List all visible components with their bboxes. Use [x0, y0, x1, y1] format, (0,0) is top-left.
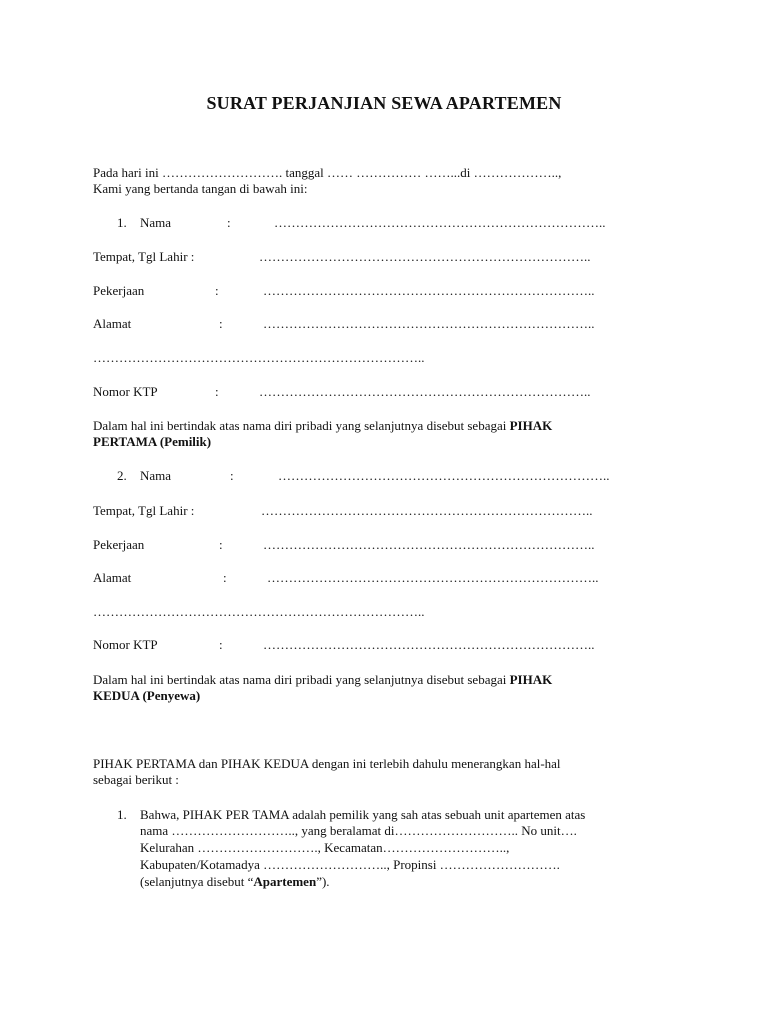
party2-ktp-label: Nomor KTP — [93, 637, 158, 652]
party1-number: 1. — [117, 215, 127, 230]
party2-job-field: ………………………………………………………………….. — [263, 537, 595, 552]
clause1-line-1: Bahwa, PIHAK PER TAMA adalah pemilik yang sah atas sebuah unit apartemen atas — [140, 807, 586, 822]
party1-name-colon: : — [227, 215, 231, 230]
party1-statement-text: Dalam hal ini bertindak atas nama diri pribadi yang selanjutnya disebut sebagai — [93, 418, 507, 433]
clause1-line-5 — [140, 874, 330, 890]
party2-address-colon: : — [223, 570, 227, 585]
party2-statement — [93, 672, 552, 688]
intro-line-1: Pada hari ini ………………………. tanggal …… …………… ……...di ……………….., — [93, 165, 562, 180]
party1-job-colon: : — [215, 283, 219, 298]
party2-statement-text: Dalam hal ini bertindak atas nama diri pribadi yang selanjutnya disebut sebagai — [93, 672, 507, 687]
party1-statement — [93, 418, 552, 434]
party2-number: 2. — [117, 468, 127, 483]
party2-role-part2: KEDUA (Penyewa) — [93, 688, 201, 703]
clause1-apartemen-term: Apartemen — [253, 874, 317, 889]
party2-name-field: ………………………………………………………………….. — [278, 468, 610, 483]
party2-job-colon: : — [219, 537, 223, 552]
party1-job-field: ………………………………………………………………….. — [263, 283, 595, 298]
party1-ktp-colon: : — [215, 384, 219, 399]
party1-birth-label: Tempat, Tgl Lahir : — [93, 249, 195, 264]
clause1-line-4: Kabupaten/Kotamadya ……………………….., Propinsi ………………………. — [140, 857, 560, 872]
party1-address-label: Alamat — [93, 316, 132, 331]
party2-role-part1: PIHAK — [509, 672, 553, 687]
clause1-line-5-pre: (selanjutnya disebut “ — [140, 874, 254, 889]
party1-address-colon: : — [219, 316, 223, 331]
party2-birth-label: Tempat, Tgl Lahir : — [93, 503, 195, 518]
party2-name-colon: : — [230, 468, 234, 483]
intro-line-2: Kami yang bertanda tangan di bawah ini: — [93, 181, 308, 196]
party2-name-label: Nama — [140, 468, 172, 483]
clause1-line-2: nama ……………………….., yang beralamat di……………………….. No unit…. — [140, 823, 577, 838]
party1-name-label: Nama — [140, 215, 172, 230]
document-title: SURAT PERJANJIAN SEWA APARTEMEN — [206, 93, 562, 113]
party2-birth-field: ………………………………………………………………….. — [261, 503, 593, 518]
party2-address-field-2: ………………………………………………………………….. — [93, 604, 425, 619]
party1-role-part1: PIHAK — [509, 418, 553, 433]
clause1-line-3: Kelurahan ………………………., Kecamatan……………………….., — [140, 840, 510, 855]
party2-ktp-colon: : — [219, 637, 223, 652]
party2-address-label: Alamat — [93, 570, 132, 585]
clause1-number: 1. — [117, 807, 127, 822]
party1-address-field: ………………………………………………………………….. — [263, 316, 595, 331]
party1-ktp-label: Nomor KTP — [93, 384, 158, 399]
party1-address-field-2: ………………………………………………………………….. — [93, 350, 425, 365]
party1-role-part2: PERTAMA (Pemilik) — [93, 434, 212, 449]
clause1-line-5-post: ”). — [316, 874, 330, 889]
party2-job-label: Pekerjaan — [93, 537, 145, 552]
party1-birth-field: ………………………………………………………………….. — [259, 249, 591, 264]
party1-ktp-field: ………………………………………………………………….. — [259, 384, 591, 399]
party1-job-label: Pekerjaan — [93, 283, 145, 298]
party1-name-field: ………………………………………………………………….. — [274, 215, 606, 230]
preamble-line-1: PIHAK PERTAMA dan PIHAK KEDUA dengan ini terlebih dahulu menerangkan hal-hal — [93, 756, 561, 771]
preamble-line-2: sebagai berikut : — [93, 772, 179, 787]
party2-address-field: ………………………………………………………………….. — [267, 570, 599, 585]
party2-ktp-field: ………………………………………………………………….. — [263, 637, 595, 652]
